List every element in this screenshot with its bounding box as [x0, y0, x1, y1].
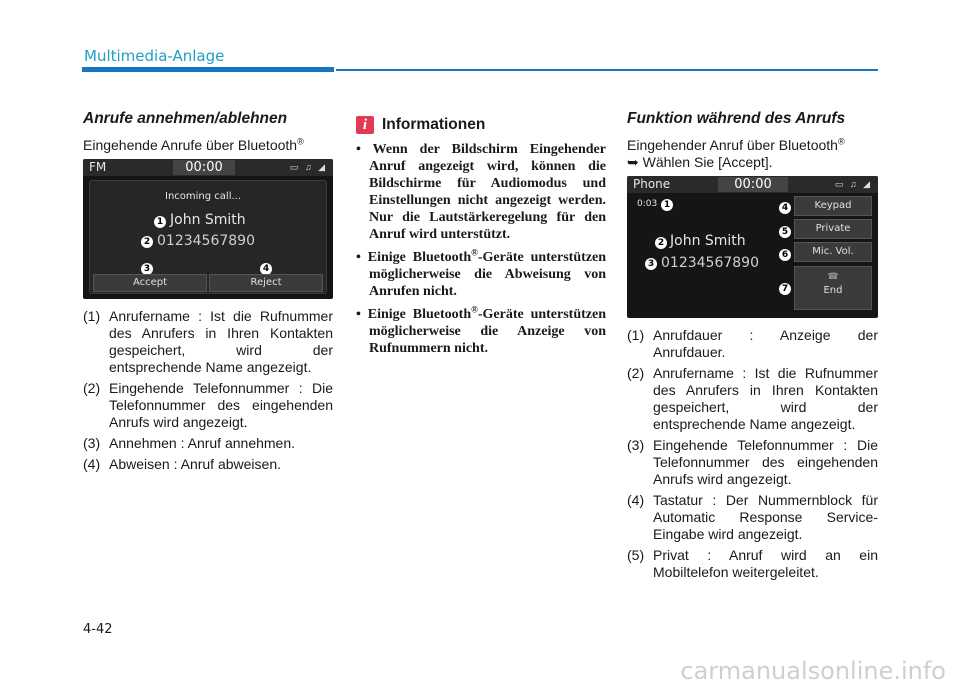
column-in-call-functions [627, 110, 878, 585]
marker-6: 6 [779, 249, 791, 261]
status-icons: ▭ ♫ ◢ [834, 179, 872, 189]
list-item: (2) Anrufername : Ist die Rufnummer des Anrufers in Ihren Kontakten gespeichert, wird der entsprechende Name angezeigt. [627, 365, 878, 432]
intro-text: Eingehende Anrufe über Bluetooth® [83, 136, 304, 153]
call-duration: 0:03 [637, 199, 658, 209]
clock: 00:00 [173, 160, 235, 175]
info-bullets [356, 141, 606, 357]
in-call-screen [627, 176, 878, 318]
header-bar-accent [82, 67, 334, 72]
instruction-text: ➥ Wählen Sie [Accept]. [627, 154, 773, 170]
column-incoming-call [83, 110, 333, 477]
marker-3: 3 [141, 263, 153, 275]
marker-2: 2 [141, 236, 153, 248]
page-number: 4-42 [83, 622, 113, 637]
marker-4: 4 [779, 202, 791, 214]
marker-4: 4 [260, 263, 272, 275]
caller-number: 01234567890 [157, 233, 255, 249]
column-information [356, 116, 606, 363]
incoming-call-screen [83, 159, 333, 299]
phone-hangup-icon: ☎ [827, 272, 839, 282]
mic-volume-button[interactable]: Mic. Vol. [794, 242, 872, 262]
private-button[interactable]: Private [794, 219, 872, 239]
info-bullet: • Einige Bluetooth®-Geräte unterstützen möglicherweise die Abweisung von Anrufen nicht. [356, 247, 606, 299]
status-icons: ▭ ♫ ◢ [289, 162, 327, 172]
marker-2: 2 [655, 237, 667, 249]
info-title: Informationen [382, 116, 486, 133]
heading-in-call: Funktion während des Anrufs [627, 110, 846, 127]
reject-button[interactable]: Reject [209, 274, 323, 292]
info-bullet: • Einige Bluetooth®-Geräte unterstützen möglicherweise die Anzeige von Rufnummern nicht. [356, 304, 606, 356]
watermark: carmanualsonline.info [680, 657, 946, 685]
marker-1: 1 [154, 216, 166, 228]
intro-text: Eingehender Anruf über Bluetooth® [627, 136, 845, 153]
info-icon: i [356, 116, 374, 134]
list-item: (1) Anrufdauer : Anzeige der Anrufdauer. [627, 327, 878, 360]
list-item: (1) Anrufername : Ist die Rufnummer des Anrufers in Ihren Kontakten gespeichert, wird der entsprechende Name angezeigt. [83, 308, 333, 375]
incoming-call-items [83, 308, 333, 473]
heading-accept-reject: Anrufe annehmen/ablehnen [83, 110, 288, 127]
end-call-button[interactable] [794, 266, 872, 310]
source-label: Phone [633, 177, 671, 191]
end-call-label: End [823, 285, 843, 296]
keypad-button[interactable]: Keypad [794, 196, 872, 216]
list-item: (2) Eingehende Telefonnummer : Die Telefonnummer des eingehenden Anrufs wird angezeigt. [83, 380, 333, 430]
marker-3: 3 [645, 258, 657, 270]
accept-button[interactable]: Accept [93, 274, 207, 292]
list-item: (3) Annehmen : Anruf annehmen. [83, 435, 296, 451]
list-item: (4) Abweisen : Anruf abweisen. [83, 456, 281, 472]
info-bullet: • Wenn der Bildschirm Eingehender Anruf angezeigt wird, können die Bildschirme für Audiomodus und Einstellungen nicht angezeigt werden. Nur die Lautstärkeregelung für den Anruf wird unterstützt. [356, 142, 606, 242]
caller-name: John Smith [170, 212, 246, 228]
list-item: (3) Eingehende Telefonnummer : Die Telefonnummer des eingehenden Anrufs wird angezeigt. [627, 437, 878, 487]
header-bar-line [336, 69, 878, 71]
source-label: FM [89, 160, 107, 174]
caller-number: 01234567890 [661, 255, 759, 271]
list-item: (4) Tastatur : Der Nummernblock für Automatic Response Service-Eingabe wird angezeigt. [627, 492, 878, 542]
marker-1: 1 [661, 199, 673, 211]
screen-status-bar [627, 176, 878, 193]
incoming-call-label: Incoming call... [165, 191, 242, 202]
info-header [356, 116, 606, 134]
incoming-call-panel [89, 180, 327, 294]
caller-name: John Smith [670, 233, 746, 249]
clock: 00:00 [718, 177, 788, 192]
screen-status-bar [83, 159, 333, 176]
marker-5: 5 [779, 226, 791, 238]
list-item: (5) Privat : Anruf wird an ein Mobiltelefon weitergeleitet. [627, 547, 878, 580]
in-call-items [627, 327, 878, 581]
marker-7: 7 [779, 283, 791, 295]
section-title: Multimedia-Anlage [84, 47, 225, 65]
